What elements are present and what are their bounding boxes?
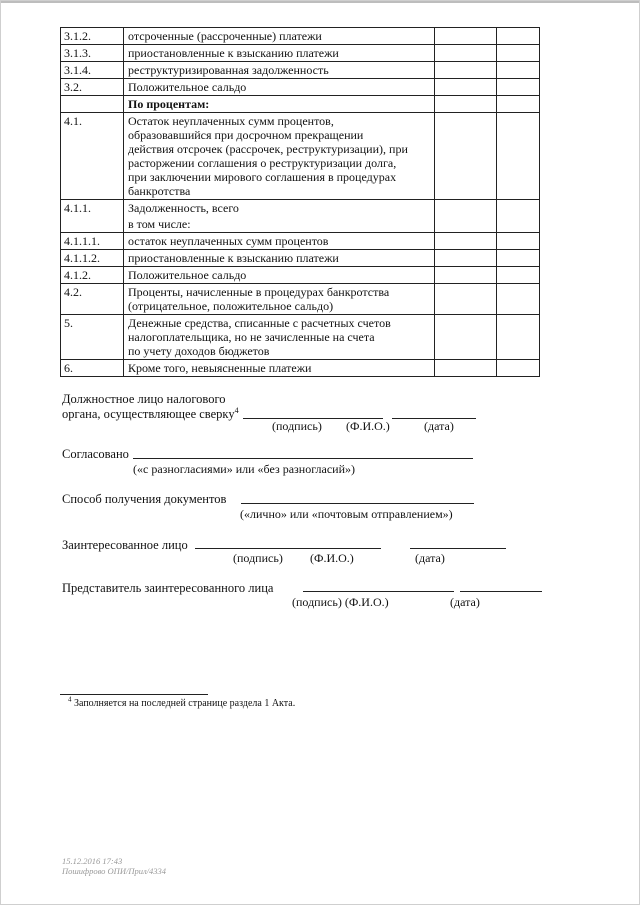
official-caption-sign: (подпись) xyxy=(272,419,322,433)
print-stamp xyxy=(62,856,166,876)
table-row xyxy=(61,62,540,79)
description-line: отсроченные (рассроченные) платежи xyxy=(128,29,322,43)
description-line: Положительное сальдо xyxy=(128,80,247,94)
description-line: Положительное сальдо xyxy=(128,268,247,282)
interested-label: Заинтересованное лицо xyxy=(62,538,188,552)
value-cell-2[interactable] xyxy=(497,233,540,250)
row-number: 4.1.1.2. xyxy=(61,250,124,267)
value-cell-2[interactable] xyxy=(497,28,540,45)
row-description xyxy=(124,360,435,377)
interested-date-line[interactable] xyxy=(410,548,506,549)
row-number: 3.1.2. xyxy=(61,28,124,45)
description-line: расторжении соглашения о реструктуризации долга, xyxy=(128,156,397,170)
table-row xyxy=(61,267,540,284)
interested-caption-fio: (Ф.И.О.) xyxy=(310,551,354,565)
table-row xyxy=(61,284,540,315)
value-cell-1[interactable] xyxy=(435,200,497,217)
stamp-line-2: Пошифрово ОПИ/Прил/4334 xyxy=(62,866,167,876)
description-line: остаток неуплаченных сумм процентов xyxy=(128,234,329,248)
row-number: 4.1. xyxy=(61,113,124,200)
value-cell-2[interactable] xyxy=(497,267,540,284)
row-number xyxy=(61,216,124,233)
row-description xyxy=(124,267,435,284)
table-row xyxy=(61,250,540,267)
description-line: реструктуризированная задолженность xyxy=(128,63,329,77)
agreed-label: Согласовано xyxy=(62,447,129,461)
description-line: образовавшийся при досрочном прекращении xyxy=(128,128,364,142)
row-number: 3.1.4. xyxy=(61,62,124,79)
stamp-line-1: 15.12.2016 17:43 xyxy=(62,856,123,866)
method-line[interactable] xyxy=(241,503,474,504)
description-line: (отрицательное, положительное сальдо) xyxy=(128,299,334,313)
value-cell-2[interactable] xyxy=(497,315,540,360)
interested-caption-date: (дата) xyxy=(415,551,445,565)
value-cell-1[interactable] xyxy=(435,79,497,96)
description-line: Кроме того, невыясненные платежи xyxy=(128,361,312,375)
value-cell-1[interactable] xyxy=(435,62,497,79)
table-row xyxy=(61,216,540,233)
value-cell-2[interactable] xyxy=(497,250,540,267)
description-line: По процентам: xyxy=(128,97,210,111)
value-cell-2[interactable] xyxy=(497,200,540,217)
representative-caption-date: (дата) xyxy=(450,595,480,609)
value-cell-2[interactable] xyxy=(497,79,540,96)
table-row xyxy=(61,28,540,45)
agreed-caption: («с разногласиями» или «без разногласий») xyxy=(133,462,355,476)
value-cell-1[interactable] xyxy=(435,233,497,250)
footnote-separator xyxy=(60,694,208,695)
row-description xyxy=(124,315,435,360)
description-line: Проценты, начисленные в процедурах банкротства xyxy=(128,285,390,299)
description-line: по учету доходов бюджетов xyxy=(128,344,270,358)
description-line: Денежные средства, списанные с расчетных счетов xyxy=(128,316,391,330)
agreed-line[interactable] xyxy=(133,458,473,459)
representative-signature-line[interactable] xyxy=(303,591,454,592)
representative-label: Представитель заинтересованного лица xyxy=(62,581,274,595)
value-cell-2[interactable] xyxy=(497,62,540,79)
official-label-line1: Должностное лицо налогового xyxy=(62,392,226,406)
description-line: в том числе: xyxy=(128,217,191,231)
value-cell-1[interactable] xyxy=(435,267,497,284)
row-number: 4.1.1.1. xyxy=(61,233,124,250)
table-row xyxy=(61,113,540,200)
description-line: налогоплательщика, но не зачисленные на счета xyxy=(128,330,375,344)
row-description xyxy=(124,250,435,267)
row-description xyxy=(124,284,435,315)
row-description xyxy=(124,113,435,200)
description-line: приостановленные к взысканию платежи xyxy=(128,251,339,265)
row-number xyxy=(61,96,124,113)
row-description xyxy=(124,45,435,62)
description-line: Остаток неуплаченных сумм процентов, xyxy=(128,114,334,128)
row-number: 4.1.2. xyxy=(61,267,124,284)
footnote-mark: 4 xyxy=(68,695,72,704)
row-description xyxy=(124,216,435,233)
value-cell-1[interactable] xyxy=(435,250,497,267)
table-row xyxy=(61,96,540,113)
value-cell-2[interactable] xyxy=(497,45,540,62)
row-description xyxy=(124,233,435,250)
value-cell-2[interactable] xyxy=(497,284,540,315)
row-description xyxy=(124,200,435,217)
reconciliation-table xyxy=(60,27,540,377)
table-row xyxy=(61,45,540,62)
row-number: 6. xyxy=(61,360,124,377)
value-cell-1[interactable] xyxy=(435,28,497,45)
description-line: Задолженность, всего xyxy=(128,201,239,215)
footnote-ref-4: 4 xyxy=(234,405,239,415)
interested-caption-sign: (подпись) xyxy=(233,551,283,565)
row-description xyxy=(124,79,435,96)
representative-date-line[interactable] xyxy=(460,591,542,592)
description-line: действия отсрочек (рассрочек, реструктуризации), при xyxy=(128,142,408,156)
table-row xyxy=(61,233,540,250)
footnote-text: Заполняется на последней странице раздела 1 Акта. xyxy=(74,698,296,709)
value-cell-1[interactable] xyxy=(435,360,497,377)
row-number: 3.2. xyxy=(61,79,124,96)
row-number: 4.1.1. xyxy=(61,200,124,217)
row-number: 3.1.3. xyxy=(61,45,124,62)
table-row xyxy=(61,200,540,217)
value-cell-2[interactable] xyxy=(497,96,540,113)
official-label-line2: органа, осуществляющее сверку$^4$ xyxy=(62,405,239,421)
official-caption-date: (дата) xyxy=(424,419,454,433)
description-line: при заключении мирового соглашения в процедурах xyxy=(128,170,397,184)
value-cell-1[interactable] xyxy=(435,45,497,62)
footnote xyxy=(68,695,296,710)
row-description xyxy=(124,96,435,113)
description-line: приостановленные к взысканию платежи xyxy=(128,46,339,60)
value-cell-1[interactable] xyxy=(435,284,497,315)
table-row xyxy=(61,79,540,96)
row-description xyxy=(124,62,435,79)
value-cell-1[interactable] xyxy=(435,96,497,113)
row-number: 4.2. xyxy=(61,284,124,315)
value-cell-2[interactable] xyxy=(497,113,540,200)
method-label: Способ получения документов xyxy=(62,492,227,506)
value-cell-1[interactable] xyxy=(435,113,497,200)
value-cell-2[interactable] xyxy=(497,216,540,233)
interested-signature-line[interactable] xyxy=(195,548,381,549)
value-cell-1[interactable] xyxy=(435,315,497,360)
official-caption-fio: (Ф.И.О.) xyxy=(346,419,390,433)
value-cell-2[interactable] xyxy=(497,360,540,377)
table-row xyxy=(61,315,540,360)
table-row xyxy=(61,360,540,377)
row-description xyxy=(124,28,435,45)
description-line: банкротства xyxy=(128,184,191,198)
value-cell-1[interactable] xyxy=(435,216,497,233)
row-number: 5. xyxy=(61,315,124,360)
method-caption: («лично» или «почтовым отправлением») xyxy=(240,507,453,521)
representative-caption-sign-fio: (подпись) (Ф.И.О.) xyxy=(292,595,389,609)
